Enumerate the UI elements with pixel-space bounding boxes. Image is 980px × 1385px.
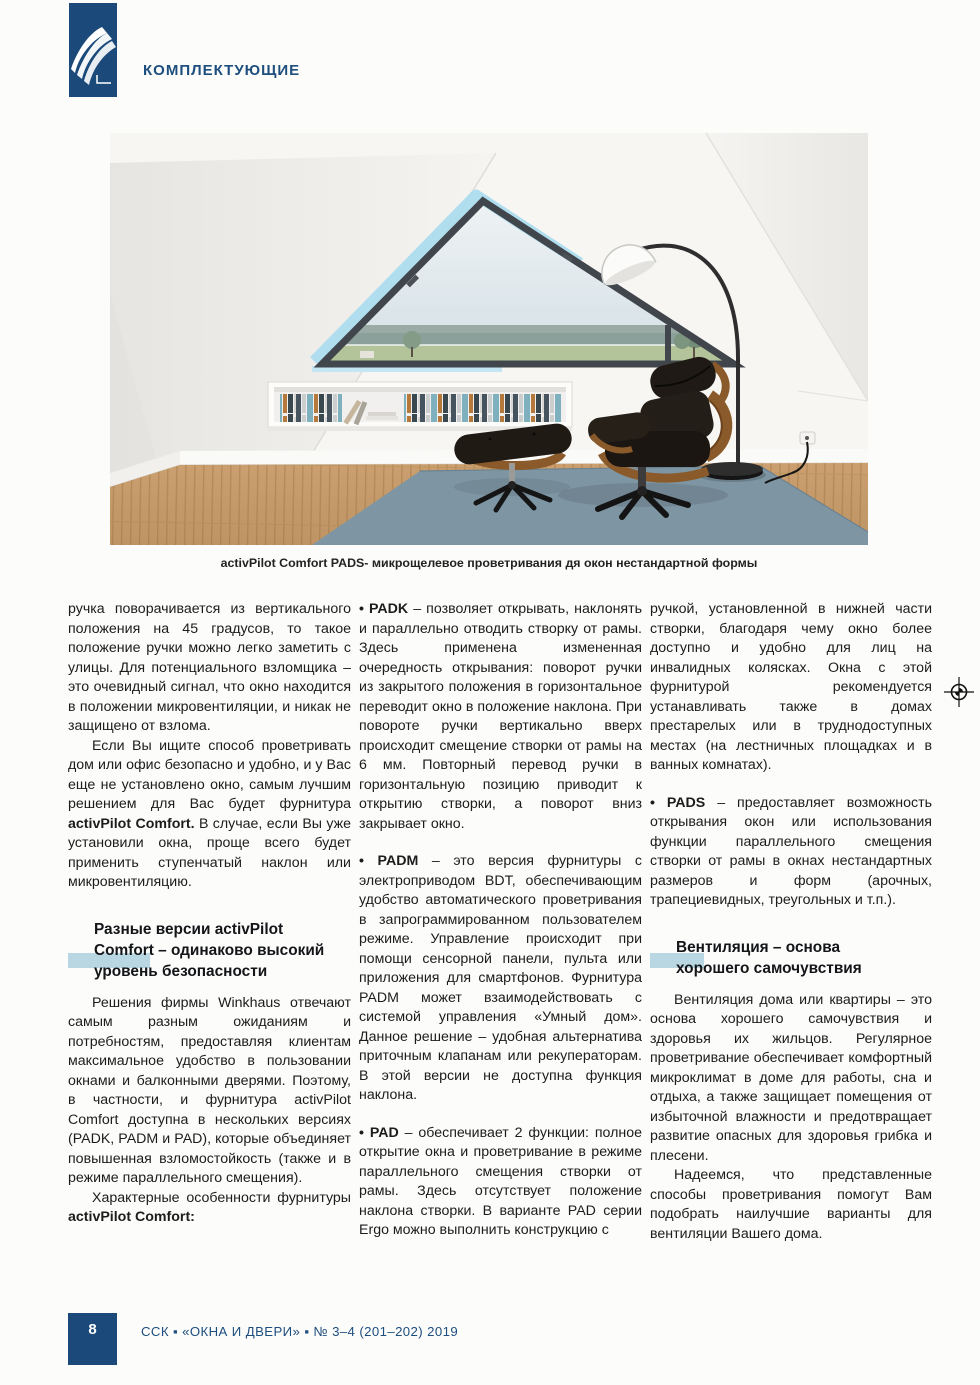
padm-text: – это версия фурнитуры с электроприводом BDT, обеспечивающим удобство автоматического проветривания в запрограммированном пользователем режиме. Управление происходит при помощи сенсорной панели, пульта или приложения для смартфонов. Фурнитура PADM может взаимодействовать с системой управления «Умный дом». Данное решение – удобная альтернатива приточным клапанам или рекуператорам. В этой версии не доступна функция наклона. [359,853,642,1103]
wall-bookshelf [268,382,572,431]
publisher-logo [69,3,117,97]
col2-bullet-pad [359,1124,642,1241]
col1-p2-bold: activPilot Comfort. [68,815,195,832]
pads-text: – предоставляет возможность открывания окон или использования функции параллельного смещения створки от рамы в окнах нестандартных размеров и форм (арочных, трапециевидных, треугольных и т.п.). [650,794,932,908]
attic-room-illustration [110,133,868,545]
col1-paragraph-1: ручка поворачивается из вертикального положения на 45 градусов, то такое положение ручки можно легко заметить с улицы. Для потенциального взломщика – это очевидный сигнал, что окно находится в положении микровентиляции, и никак не защищено от взлома. [68,601,351,734]
col3-paragraph-2: Вентиляция дома или квартиры – это основа хорошего самочувствия и здоровья их жильцов. Регулярное проветривание обеспечивает комфортный микроклимат в доме для работы, сна и отдыха, а также защищает помещения от избыточной влажности и предотвращает развитие опасных для здоровья грибка и плесени. [650,991,932,1164]
col1-subheading-line1: Разные версии activPilot [94,920,284,938]
col3-subheading-line1: Вентиляция – основа [676,938,841,956]
col1-p4-text: Характерные особенности фурнитуры [92,1189,351,1206]
books-left [280,394,342,422]
col2-bullet-padk [359,600,642,834]
page-number-badge [68,1313,117,1365]
col1-p2-text: Если Вы ищите способ проветривать дом или офис безопасно и удобно, и у Вас еще не установлено окно, самым лучшим решением для Вас будет фурнитура [68,737,351,812]
col3-paragraph-1: ручкой, установленной в нижней части створки, благодаря чему окно более доступно и удобно для лиц на инвалидных колясках. Окна с этой фурнитурой рекомендуется устанавливать также в домах престарелых или в труднодоступных местах (на лестничных площадках и в ванных комнатах). [650,601,932,773]
section-label: КОМПЛЕКТУЮЩИЕ [143,62,301,79]
col1-p2-text-2: В случае, если Вы уже установили окна, проще всего будет применить ступенчатый наклон или микровентиляцию. [68,815,351,890]
col3-subheading-line2: хорошего самочувствия [676,959,862,977]
registration-mark-icon [944,677,974,707]
col1-paragraph-2 [68,737,351,893]
col3-paragraph-3: Надеемся, что представленные способы проветривания помогут Вам подобрать наилучшие варианты для вентиляции Вашего дома. [650,1167,932,1242]
padm-label: • PADM [359,853,419,869]
padk-text: – позволяет открывать, наклонять и параллельно отводить створку от рамы. Здесь применена измененная очередность открывания: поворот ручки из закрытого положения в горизонтальное переводит окно в положение наклона. При повороте ручки вертикально вверх происходит смещение створки от рамы на 6 мм. Повторный перевод ручки в горизонтальную позицию приводит к открытию створки, а поворот вниз закрывает окно. [359,601,642,832]
article-column-1 [68,600,351,1228]
col1-subheading [68,919,351,982]
pad-label: • PAD [359,1124,399,1141]
article-column-3 [650,600,932,1244]
attic-room-photo [110,133,868,545]
col3-subheading [650,937,932,979]
logo-swoosh-icon [69,3,117,97]
padk-label: • PADK [359,601,409,617]
page-number: 8 [88,1321,97,1338]
photo-caption: activPilot Comfort PADS- микрощелевое проветривания дя окон нестандартной формы [220,556,758,570]
col1-paragraph-3: Решения фирмы Winkhaus отвечают самым разным ожиданиям и потребностям, предоставляя клиентам максимальное удобство в пользовании окнами и балконными дверями. Поэтому, в частности, и фурнитура activPilot Comfort доступна в нескольких версиях (PADK, PADM и PAD), которые объединяет повышенная взломостойкость (также и в режиме параллельного смещения). [68,994,351,1186]
col1-subheading-line3: уровень безопасности [94,962,268,980]
pads-label: • PADS [650,794,706,811]
books-right [404,394,562,422]
journal-footer-line: ССК ▪ «ОКНА И ДВЕРИ» ▪ № 3–4 (201–202) 2019 [141,1324,459,1339]
col1-p4-bold: activPilot Comfort: [68,1209,195,1225]
col3-bullet-pads [650,794,932,911]
col2-bullet-padm [359,852,642,1106]
col1-paragraph-4 [68,1189,351,1228]
article-column-2 [359,600,642,1241]
col1-subheading-line2: Comfort – одинаково высокий [94,941,325,959]
pad-text: – обеспечивает 2 функции: полное открытие окна и проветривание в режиме параллельного смещения створки от рамы. Здесь отсутствует положение наклона створки. В варианте PAD серии Ergo можно выполнить конструкцию с [359,1124,642,1238]
